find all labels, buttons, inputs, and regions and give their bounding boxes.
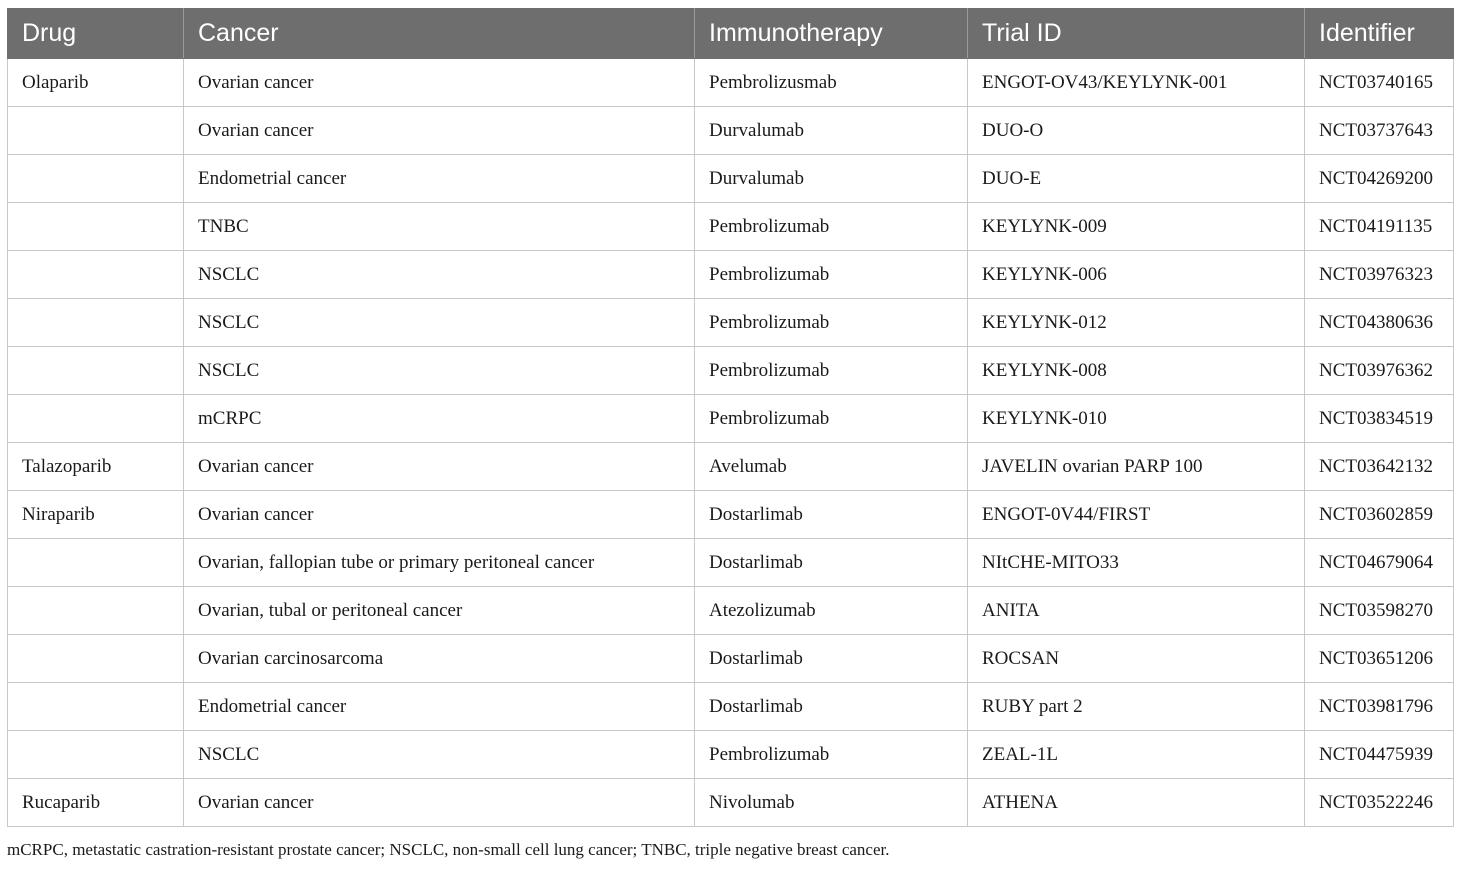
cell-trial-id: DUO-E [968, 155, 1305, 203]
cell-drug: Talazoparib [8, 443, 184, 491]
cell-drug [8, 107, 184, 155]
cell-drug [8, 251, 184, 299]
trial-table [7, 8, 1454, 827]
cell-drug: Niraparib [8, 491, 184, 539]
cell-trial-id: KEYLYNK-010 [968, 395, 1305, 443]
cell-drug [8, 395, 184, 443]
trial-table-container [7, 8, 1453, 827]
cell-trial-id: ATHENA [968, 779, 1305, 827]
cell-immunotherapy: Durvalumab [695, 107, 968, 155]
cell-identifier: NCT03737643 [1305, 107, 1454, 155]
cell-identifier: NCT04475939 [1305, 731, 1454, 779]
table-row [8, 539, 1454, 587]
cell-immunotherapy: Dostarlimab [695, 635, 968, 683]
cell-cancer: NSCLC [184, 347, 695, 395]
header-trial-id: Trial ID [968, 9, 1305, 59]
cell-identifier: NCT03651206 [1305, 635, 1454, 683]
cell-cancer: Endometrial cancer [184, 155, 695, 203]
cell-cancer: NSCLC [184, 731, 695, 779]
cell-identifier: NCT03602859 [1305, 491, 1454, 539]
table-footnote: mCRPC, metastatic castration-resistant prostate cancer; NSCLC, non-small cell lung cancer; TNBC, triple negative breast cancer. [7, 840, 890, 859]
cell-cancer: Ovarian cancer [184, 443, 695, 491]
cell-immunotherapy: Avelumab [695, 443, 968, 491]
table-row [8, 251, 1454, 299]
cell-cancer: Ovarian cancer [184, 491, 695, 539]
table-row [8, 683, 1454, 731]
cell-identifier: NCT03642132 [1305, 443, 1454, 491]
cell-drug [8, 203, 184, 251]
cell-immunotherapy: Pembrolizumab [695, 299, 968, 347]
cell-cancer: mCRPC [184, 395, 695, 443]
header-immunotherapy: Immunotherapy [695, 9, 968, 59]
table-row [8, 59, 1454, 107]
cell-drug [8, 731, 184, 779]
cell-trial-id: ANITA [968, 587, 1305, 635]
cell-immunotherapy: Pembrolizumab [695, 251, 968, 299]
cell-trial-id: ENGOT-OV43/KEYLYNK-001 [968, 59, 1305, 107]
table-row [8, 635, 1454, 683]
table-row [8, 395, 1454, 443]
cell-drug [8, 155, 184, 203]
header-row [8, 9, 1454, 59]
cell-identifier: NCT03522246 [1305, 779, 1454, 827]
cell-identifier: NCT03834519 [1305, 395, 1454, 443]
table-body [8, 59, 1454, 827]
cell-trial-id: KEYLYNK-009 [968, 203, 1305, 251]
cell-identifier: NCT04269200 [1305, 155, 1454, 203]
cell-cancer: NSCLC [184, 251, 695, 299]
cell-identifier: NCT03976362 [1305, 347, 1454, 395]
table-row [8, 587, 1454, 635]
table-row [8, 443, 1454, 491]
cell-trial-id: ZEAL-1L [968, 731, 1305, 779]
cell-cancer: Endometrial cancer [184, 683, 695, 731]
cell-identifier: NCT03981796 [1305, 683, 1454, 731]
table-row [8, 491, 1454, 539]
header-drug: Drug [8, 9, 184, 59]
cell-drug [8, 299, 184, 347]
table-row [8, 155, 1454, 203]
table-row [8, 347, 1454, 395]
cell-cancer: NSCLC [184, 299, 695, 347]
cell-trial-id: ENGOT-0V44/FIRST [968, 491, 1305, 539]
cell-immunotherapy: Dostarlimab [695, 539, 968, 587]
cell-drug: Olaparib [8, 59, 184, 107]
cell-cancer: Ovarian cancer [184, 779, 695, 827]
table-row [8, 779, 1454, 827]
cell-identifier: NCT03740165 [1305, 59, 1454, 107]
cell-cancer: Ovarian cancer [184, 59, 695, 107]
cell-cancer: Ovarian, tubal or peritoneal cancer [184, 587, 695, 635]
table-row [8, 299, 1454, 347]
cell-drug: Rucaparib [8, 779, 184, 827]
cell-immunotherapy: Durvalumab [695, 155, 968, 203]
cell-immunotherapy: Pembrolizusmab [695, 59, 968, 107]
cell-drug [8, 635, 184, 683]
cell-drug [8, 683, 184, 731]
cell-identifier: NCT03976323 [1305, 251, 1454, 299]
cell-immunotherapy: Nivolumab [695, 779, 968, 827]
cell-identifier: NCT04191135 [1305, 203, 1454, 251]
cell-immunotherapy: Atezolizumab [695, 587, 968, 635]
table-row [8, 107, 1454, 155]
cell-identifier: NCT04380636 [1305, 299, 1454, 347]
table-header [8, 9, 1454, 59]
cell-cancer: TNBC [184, 203, 695, 251]
cell-trial-id: ROCSAN [968, 635, 1305, 683]
cell-trial-id: KEYLYNK-012 [968, 299, 1305, 347]
header-identifier: Identifier [1305, 9, 1454, 59]
cell-identifier: NCT03598270 [1305, 587, 1454, 635]
cell-immunotherapy: Pembrolizumab [695, 347, 968, 395]
cell-drug [8, 347, 184, 395]
cell-cancer: Ovarian carcinosarcoma [184, 635, 695, 683]
cell-trial-id: JAVELIN ovarian PARP 100 [968, 443, 1305, 491]
cell-trial-id: NItCHE-MITO33 [968, 539, 1305, 587]
header-cancer: Cancer [184, 9, 695, 59]
cell-immunotherapy: Dostarlimab [695, 491, 968, 539]
cell-cancer: Ovarian, fallopian tube or primary peritoneal cancer [184, 539, 695, 587]
cell-trial-id: KEYLYNK-008 [968, 347, 1305, 395]
cell-trial-id: RUBY part 2 [968, 683, 1305, 731]
cell-identifier: NCT04679064 [1305, 539, 1454, 587]
cell-drug [8, 539, 184, 587]
cell-cancer: Ovarian cancer [184, 107, 695, 155]
table-row [8, 731, 1454, 779]
table-row [8, 203, 1454, 251]
cell-immunotherapy: Pembrolizumab [695, 203, 968, 251]
cell-trial-id: KEYLYNK-006 [968, 251, 1305, 299]
cell-trial-id: DUO-O [968, 107, 1305, 155]
cell-immunotherapy: Dostarlimab [695, 683, 968, 731]
cell-drug [8, 587, 184, 635]
cell-immunotherapy: Pembrolizumab [695, 395, 968, 443]
cell-immunotherapy: Pembrolizumab [695, 731, 968, 779]
